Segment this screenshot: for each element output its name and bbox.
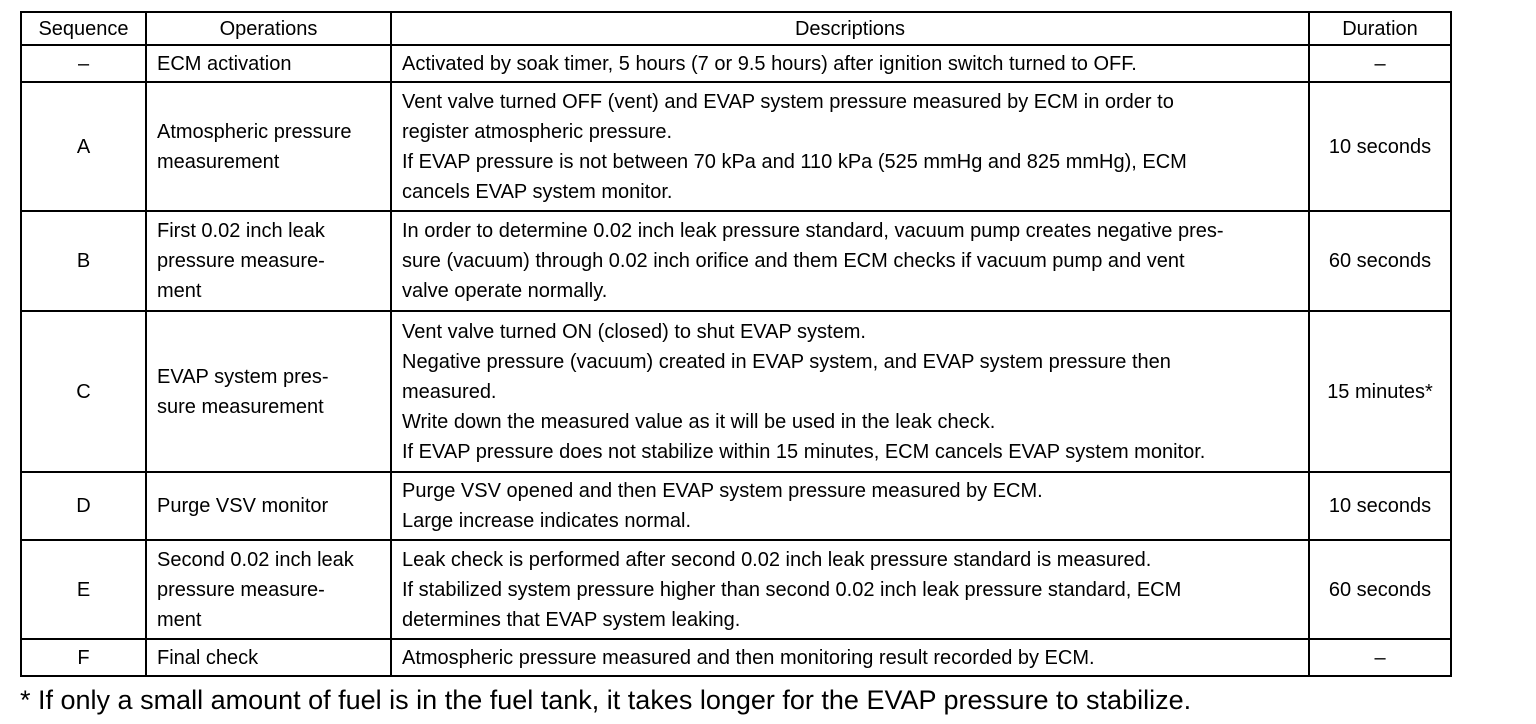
duration-cell: – — [1309, 45, 1451, 82]
description-cell — [391, 639, 1309, 676]
operation-line: pressure measure- — [157, 578, 325, 601]
description-line: valve operate normally. — [402, 280, 608, 302]
description-line: Negative pressure (vacuum) created in EVAP system, and EVAP system pressure then — [402, 350, 1171, 373]
table-row — [21, 311, 1451, 472]
operation-cell — [146, 472, 391, 540]
description-cell — [391, 472, 1309, 540]
operation-line: Second 0.02 inch leak — [157, 548, 354, 571]
operation-line: pressure measure- — [157, 250, 325, 272]
operation-line: Purge VSV monitor — [157, 495, 329, 517]
description-line: Atmospheric pressure measured and then monitoring result recorded by ECM. — [402, 646, 1095, 669]
sequence-cell: D — [21, 472, 146, 540]
description-cell — [391, 82, 1309, 211]
description-line: Vent valve turned OFF (vent) and EVAP system pressure measured by ECM in order to — [402, 90, 1174, 113]
table-row — [21, 82, 1451, 211]
duration-cell: 10 seconds — [1309, 472, 1451, 540]
description-line: Purge VSV opened and then EVAP system pressure measured by ECM. — [402, 480, 1043, 502]
description-cell — [391, 540, 1309, 639]
footnote: * If only a small amount of fuel is in the fuel tank, it takes longer for the EVAP pressure to stabilize. — [20, 685, 1192, 715]
operation-line: Atmospheric pressure — [157, 120, 352, 143]
description-line: Leak check is performed after second 0.02 inch leak pressure standard is measured. — [402, 548, 1152, 571]
sequence-cell: E — [21, 540, 146, 639]
table-row — [21, 639, 1451, 676]
description-line: If EVAP pressure is not between 70 kPa and 110 kPa (525 mmHg and 825 mmHg), ECM — [402, 150, 1187, 173]
table-header-row — [21, 12, 1451, 45]
header-sequence: Sequence — [21, 12, 146, 45]
operation-cell — [146, 540, 391, 639]
description-line: If stabilized system pressure higher than second 0.02 inch leak pressure standard, ECM — [402, 578, 1182, 601]
description-line: measured. — [402, 380, 497, 403]
duration-cell: 15 minutes* — [1309, 311, 1451, 472]
sequence-cell: F — [21, 639, 146, 676]
operation-cell — [146, 311, 391, 472]
header-descriptions: Descriptions — [391, 12, 1309, 45]
operation-cell — [146, 211, 391, 311]
description-line: If EVAP pressure does not stabilize within 15 minutes, ECM cancels EVAP system monitor. — [402, 440, 1206, 463]
header-duration: Duration — [1309, 12, 1451, 45]
description-line: Large increase indicates normal. — [402, 510, 692, 532]
description-line: register atmospheric pressure. — [402, 120, 673, 143]
operation-line: Final check — [157, 646, 259, 669]
description-line: Activated by soak timer, 5 hours (7 or 9.5 hours) after ignition switch turned to OFF. — [402, 52, 1137, 75]
sequence-cell: C — [21, 311, 146, 472]
table-row — [21, 211, 1451, 311]
sequence-cell: – — [21, 45, 146, 82]
header-operations: Operations — [146, 12, 391, 45]
operation-line: First 0.02 inch leak — [157, 220, 325, 242]
sequence-cell: B — [21, 211, 146, 311]
table-row — [21, 540, 1451, 639]
duration-cell: 60 seconds — [1309, 211, 1451, 311]
sequence-cell: A — [21, 82, 146, 211]
operation-line: EVAP system pres- — [157, 365, 329, 388]
description-cell — [391, 211, 1309, 311]
evap-monitor-table — [20, 11, 1452, 677]
table-row — [21, 45, 1451, 82]
description-line: Vent valve turned ON (closed) to shut EVAP system. — [402, 320, 866, 343]
table-row — [21, 472, 1451, 540]
operation-line: sure measurement — [157, 395, 324, 418]
operation-line: measurement — [157, 150, 280, 173]
operation-cell — [146, 639, 391, 676]
description-cell — [391, 311, 1309, 472]
description-line: In order to determine 0.02 inch leak pressure standard, vacuum pump creates negative pres- — [402, 220, 1224, 242]
operation-line: ment — [157, 608, 202, 631]
operation-cell — [146, 45, 391, 82]
description-cell — [391, 45, 1309, 82]
duration-cell: – — [1309, 639, 1451, 676]
description-line: cancels EVAP system monitor. — [402, 180, 673, 203]
description-line: sure (vacuum) through 0.02 inch orifice and them ECM checks if vacuum pump and vent — [402, 250, 1185, 272]
operation-cell — [146, 82, 391, 211]
duration-cell: 60 seconds — [1309, 540, 1451, 639]
operation-line: ment — [157, 280, 202, 302]
table-body — [21, 45, 1451, 676]
operation-line: ECM activation — [157, 52, 292, 75]
description-line: Write down the measured value as it will be used in the leak check. — [402, 410, 996, 433]
description-line: determines that EVAP system leaking. — [402, 608, 741, 631]
duration-cell: 10 seconds — [1309, 82, 1451, 211]
